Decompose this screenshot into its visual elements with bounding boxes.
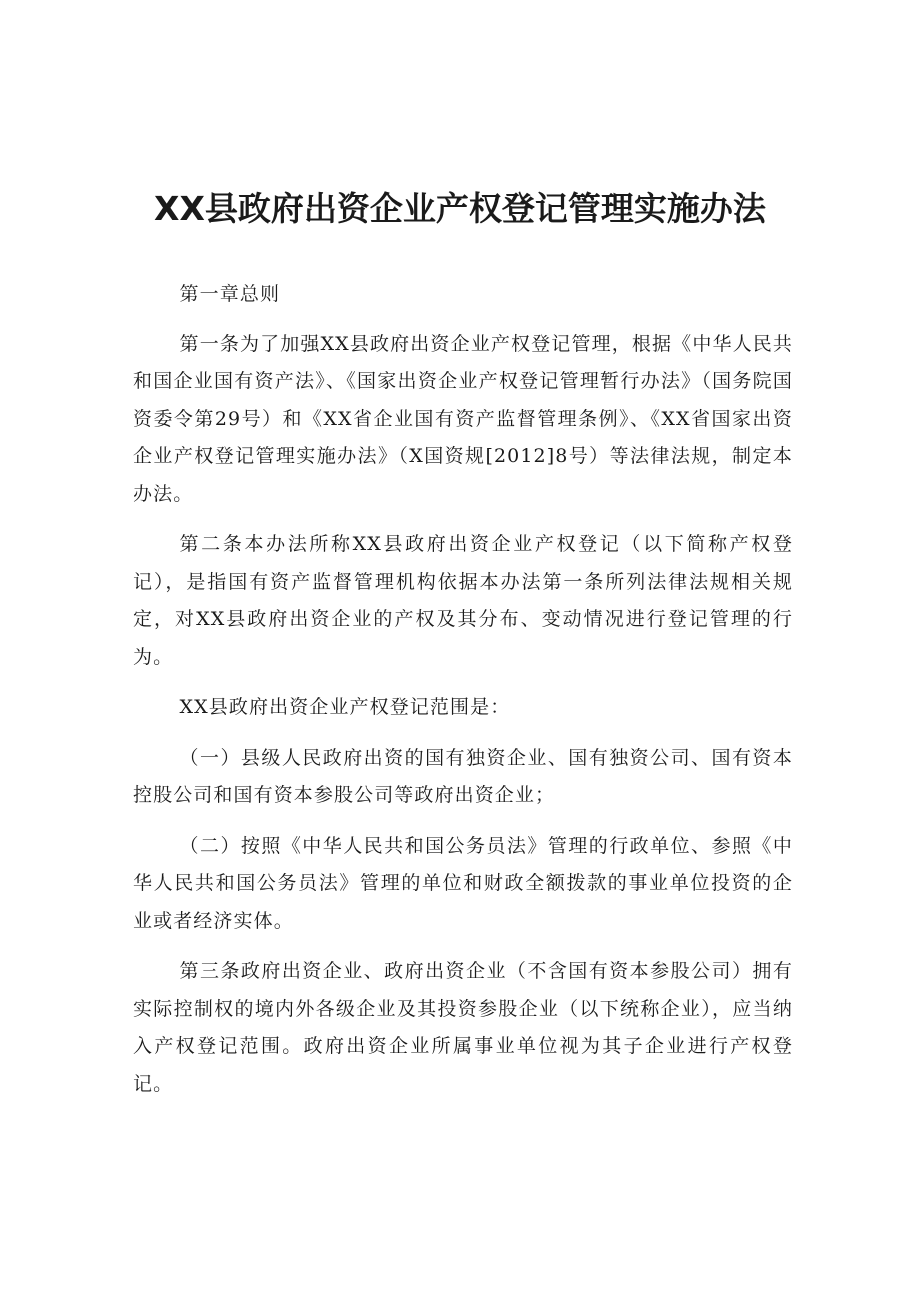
scope-intro-paragraph: XX县政府出资企业产权登记范围是：: [179, 696, 511, 718]
article-3-paragraph: 第三条政府出资企业、政府出资企业（不含国有资本参股公司）拥有实际控制权的境内外各级企业及其投资参股企业（以下统称企业），应当纳入产权登记范围。政府出资企业所属事业单位视为其子企业进行产权登记。: [133, 960, 793, 1095]
document-body: [133, 276, 793, 1116]
scope-item-1-paragraph: （一）县级人民政府出资的国有独资企业、国有独资公司、国有资本控股公司和国有资本参股公司等政府出资企业；: [133, 746, 793, 806]
article-2-paragraph: 第二条本办法所称XX县政府出资企业产权登记（以下简称产权登记），是指国有资产监督管理机构依据本办法第一条所列法律法规相关规定，对XX县政府出资企业的产权及其分布、变动情况进行登记管理的行为。: [133, 533, 793, 668]
document-title: XX县政府出资企业产权登记管理实施办法: [154, 189, 766, 228]
chapter-heading: 第一章总则: [179, 283, 281, 305]
article-1-paragraph: 第一条为了加强XX县政府出资企业产权登记管理，根据《中华人民共和国企业国有资产法》、《国家出资企业产权登记管理暂行办法》（国务院国资委令第29号）和《XX省企业国有资产监督管理条例》、《XX省国家出资企业产权登记管理实施办法》（X国资规[2012]8号）等法律法规，制定本办法。: [133, 332, 793, 505]
scope-item-2-paragraph: （二）按照《中华人民共和国公务员法》管理的行政单位、参照《中华人民共和国公务员法》管理的单位和财政全额拨款的事业单位投资的企业或者经济实体。: [133, 834, 793, 932]
